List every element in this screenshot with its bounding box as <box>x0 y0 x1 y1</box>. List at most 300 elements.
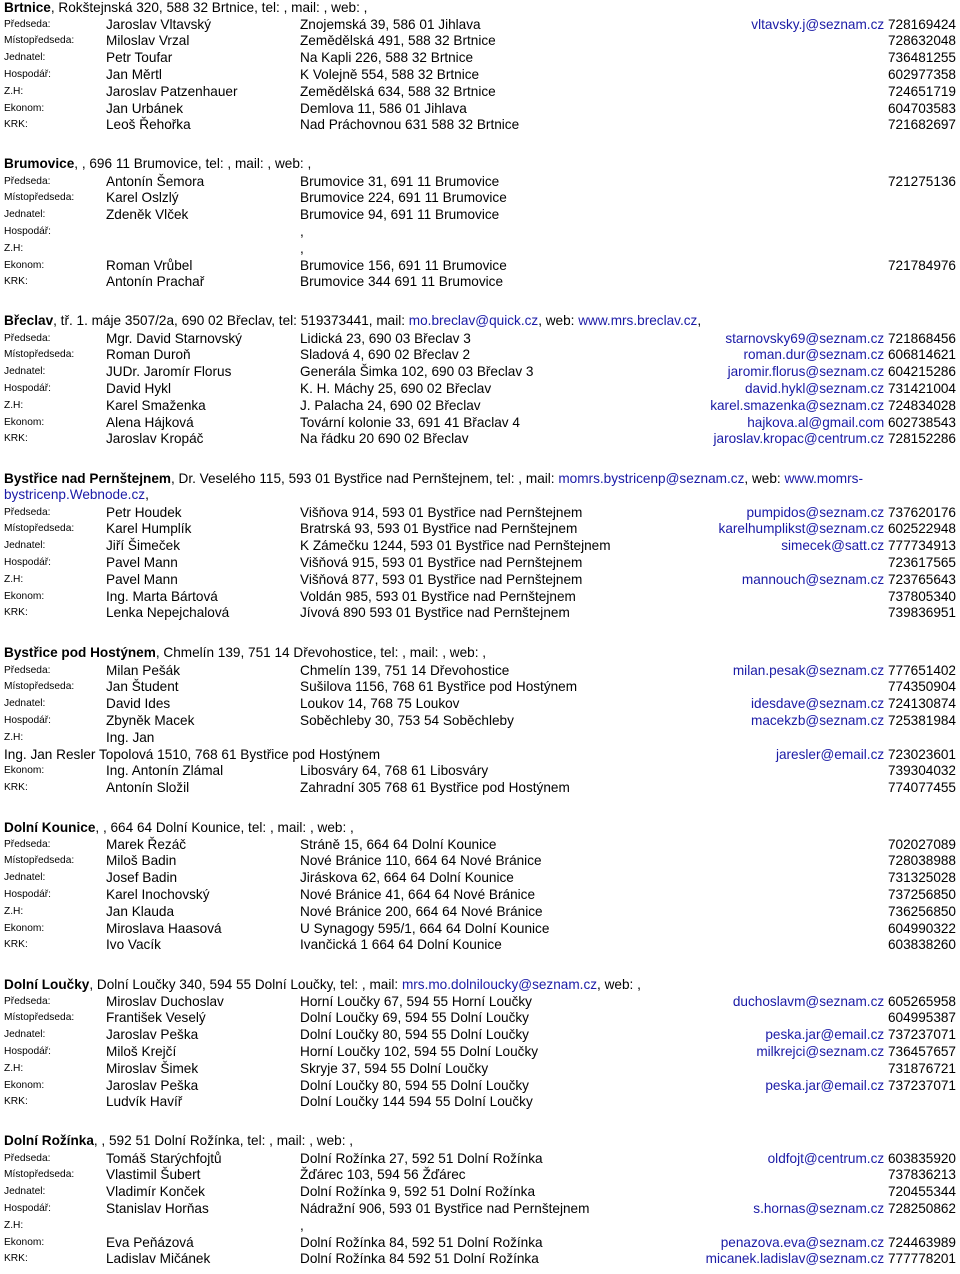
contact-right <box>768 1151 956 1168</box>
contact-role: Ekonom: <box>4 1236 45 1248</box>
contact-address: Demlova 11, 586 01 Jihlava <box>300 100 467 116</box>
contact-name: Jaroslav Peška <box>106 1027 199 1043</box>
branch-section <box>4 1133 956 1267</box>
contact-phone: 728632048 <box>887 33 956 49</box>
contact-row <box>4 505 956 522</box>
contact-email-link[interactable]: pumpidos@seznam.cz <box>746 504 885 520</box>
contact-phone: 604990322 <box>887 920 956 936</box>
contact-name: JUDr. Jaromír Florus <box>106 364 232 380</box>
branch-name: Brumovice <box>4 156 75 171</box>
contact-address: Jívová 890 593 01 Bystřice nad Pernštejnem <box>300 605 570 621</box>
contact-name: Miroslav Duchoslav <box>106 993 224 1009</box>
contact-name: Ing. Marta Bártová <box>106 588 218 604</box>
contact-right <box>888 117 956 134</box>
contact-row <box>4 730 956 747</box>
contact-name: Antonín Složil <box>106 780 190 796</box>
contact-role: Hospodář: <box>4 68 52 80</box>
contact-role: KRK: <box>4 119 28 131</box>
contact-name: Petr Toufar <box>106 50 173 66</box>
contact-right <box>742 572 956 589</box>
contact-row <box>4 1201 956 1218</box>
contact-row <box>4 101 956 118</box>
contact-address: Brumovice 344 691 11 Brumovice <box>300 274 504 290</box>
contact-email-link[interactable]: hajkova.al@gmail.com <box>747 414 885 430</box>
contact-address: Dolní Rožínka 84, 592 51 Dolní Rožínka <box>300 1234 543 1250</box>
contact-address: Zemědělská 491, 588 32 Brtnice <box>300 33 496 49</box>
contact-name: Jiří Šimeček <box>106 538 181 554</box>
contact-phone: 604703583 <box>887 100 956 116</box>
contact-right <box>888 101 956 118</box>
contact-address: Nádražní 906, 593 01 Bystřice nad Pernštejnem <box>300 1200 590 1216</box>
contact-address: K Zámečku 1244, 593 01 Bystřice nad Pernštejnem <box>300 538 611 554</box>
contact-name: František Veselý <box>106 1010 206 1026</box>
branch-web-link[interactable]: www.mrs.breclav.cz <box>578 313 698 328</box>
contact-phone: 739304032 <box>887 763 956 779</box>
branch-section <box>4 645 956 796</box>
contact-name: Jaroslav Peška <box>106 1077 199 1093</box>
contact-name: Antonín Prachař <box>106 274 205 290</box>
contact-name: Lenka Nepejchalová <box>106 605 230 621</box>
contact-address: Dolní Loučky 144 594 55 Dolní Loučky <box>300 1094 533 1110</box>
contact-address: K. H. Máchy 25, 690 02 Břeclav <box>300 380 492 396</box>
contact-phone: 737805340 <box>887 588 956 604</box>
contact-address: Brumovice 94, 691 11 Brumovice <box>300 207 500 223</box>
contact-role: Místopředseda: <box>4 1169 75 1181</box>
branch-header <box>4 471 956 503</box>
branch-section <box>4 471 956 621</box>
contact-name: Roman Vrůbel <box>106 257 193 273</box>
contact-row <box>4 415 956 432</box>
contact-right <box>765 1078 956 1095</box>
contact-right <box>751 17 956 34</box>
contact-row <box>4 241 956 258</box>
contact-role: Předseda: <box>4 838 51 850</box>
contact-role: Předseda: <box>4 175 51 187</box>
contact-email-link[interactable]: milkrejci@seznam.cz <box>756 1043 885 1059</box>
contact-right <box>756 1044 956 1061</box>
contact-phone: 737237071 <box>887 1077 956 1093</box>
contact-row <box>4 1044 956 1061</box>
contact-row <box>4 274 956 291</box>
contact-role: Hospodář: <box>4 225 52 237</box>
contact-email-link[interactable]: karelhumplikst@seznam.cz <box>718 521 885 537</box>
contact-right <box>888 887 956 904</box>
contact-address: Dolní Rožínka 9, 592 51 Dolní Rožínka <box>300 1184 536 1200</box>
contact-phone: 777651402 <box>887 662 956 678</box>
contact-role: Ekonom: <box>4 590 45 602</box>
contact-email-link[interactable]: macekzb@seznam.cz <box>751 712 885 728</box>
contact-row <box>4 870 956 887</box>
contact-phone: 728038988 <box>887 853 956 869</box>
contact-role: Jednatel: <box>4 540 46 552</box>
branch-name: Brtnice <box>4 0 51 15</box>
contact-role: Předseda: <box>4 506 51 518</box>
contact-name: Karel Oslzlý <box>106 190 179 206</box>
contact-phone: 721868456 <box>887 330 956 346</box>
contact-email-link[interactable]: peska.jar@email.cz <box>765 1077 885 1093</box>
contact-row <box>4 521 956 538</box>
contact-address: , <box>300 1217 304 1233</box>
contact-role: Z.H: <box>4 85 24 97</box>
contact-right <box>888 853 956 870</box>
contact-address: Nové Bránice 200, 664 64 Nové Bránice <box>300 903 543 919</box>
contact-role: Ekonom: <box>4 416 45 428</box>
contact-name: Jan Urbánek <box>106 100 184 116</box>
contact-name: Antonín Šemora <box>106 173 205 189</box>
branch-details: , Dolní Loučky 340, 594 55 Dolní Loučky, tel: , mail: <box>89 977 402 992</box>
contact-row <box>4 555 956 572</box>
contact-name: Ladislav Mičánek <box>106 1251 211 1267</box>
branch-section <box>4 313 956 447</box>
contact-role: KRK: <box>4 1253 28 1265</box>
contact-name: Miloš Badin <box>106 853 177 869</box>
contact-phone: 724130874 <box>887 696 956 712</box>
contact-address: Zahradní 305 768 61 Bystřice pod Hostýnem <box>300 780 570 796</box>
contact-row <box>4 431 956 448</box>
contact-right <box>776 747 956 764</box>
contact-role: Předseda: <box>4 332 51 344</box>
contact-email-link[interactable]: simecek@satt.cz <box>781 538 885 554</box>
contact-row <box>4 994 956 1011</box>
contact-row <box>4 572 956 589</box>
contact-email-link[interactable]: david.hykl@seznam.cz <box>744 380 885 396</box>
contact-address: Sušilova 1156, 768 61 Bystřice pod Hostýnem <box>300 679 578 695</box>
contact-role: Z.H: <box>4 573 24 585</box>
contact-phone: 723023601 <box>887 746 956 762</box>
contact-email-link[interactable]: roman.dur@seznam.cz <box>743 347 885 363</box>
branch-header-tail: , <box>145 487 149 502</box>
contact-role: Ekonom: <box>4 259 45 271</box>
contact-address: Bratrská 93, 593 01 Bystřice nad Pernštejnem <box>300 521 578 537</box>
branch-header <box>4 977 956 994</box>
contact-name: Mgr. David Starnovský <box>106 330 242 346</box>
contact-role: Místopředseda: <box>4 681 75 693</box>
contact-row <box>4 1184 956 1201</box>
contact-phone: 724463989 <box>887 1234 956 1250</box>
contact-right <box>713 431 956 448</box>
contact-row <box>4 747 956 764</box>
contact-role: Místopředseda: <box>4 35 75 47</box>
contact-phone: 602977358 <box>887 66 956 82</box>
contact-right <box>888 937 956 954</box>
contact-address: Generála Šimka 102, 690 03 Břeclav 3 <box>300 364 534 380</box>
contact-right <box>888 1167 956 1184</box>
contact-row <box>4 904 956 921</box>
contact-right <box>888 258 956 275</box>
contact-right <box>888 780 956 797</box>
branch-details: , , 696 11 Brumovice, tel: , mail: , web: , <box>74 156 312 171</box>
contact-address: Nové Bránice 110, 664 64 Nové Bránice <box>300 853 542 869</box>
contact-phone: 731421004 <box>887 380 956 396</box>
contact-name: Jan Měrtl <box>106 66 162 82</box>
contact-name: Jan Klauda <box>106 903 175 919</box>
contact-row <box>4 1251 956 1268</box>
contact-right <box>719 521 956 538</box>
branch-email-link[interactable]: mo.breclav@quick.cz <box>408 313 539 328</box>
contact-role: Ekonom: <box>4 102 45 114</box>
branch-section <box>4 156 956 290</box>
contact-role: Místopředseda: <box>4 523 75 535</box>
contact-name: Milan Pešák <box>106 662 181 678</box>
contact-name: Vlastimil Šubert <box>106 1167 201 1183</box>
contact-right <box>746 505 956 522</box>
branch-name: Dolní Loučky <box>4 977 90 992</box>
contact-role: Z.H: <box>4 242 24 254</box>
contact-name: Miloš Krejčí <box>106 1043 177 1059</box>
contact-phone: 605265958 <box>887 993 956 1009</box>
contact-email-link[interactable]: idesdave@seznam.cz <box>750 696 885 712</box>
branch-web-link[interactable]: www.momrs-bystricenp.Webnode.cz <box>4 471 863 502</box>
contact-name: Karel Humplík <box>106 521 192 537</box>
contact-address: Stráně 15, 664 64 Dolní Kounice <box>300 836 497 852</box>
contact-email-link[interactable]: mannouch@seznam.cz <box>741 571 885 587</box>
contact-phone: 728169424 <box>887 16 956 32</box>
contact-role: Z.H: <box>4 399 24 411</box>
contact-role: Jednatel: <box>4 1029 46 1041</box>
contact-row <box>4 538 956 555</box>
contact-address: Znojemská 39, 586 01 Jihlava <box>300 16 481 32</box>
contact-email-link[interactable]: duchoslavm@seznam.cz <box>732 993 885 1009</box>
contact-name: Eva Peňázová <box>106 1234 194 1250</box>
contact-email-link[interactable]: starnovsky69@seznam.cz <box>725 330 885 346</box>
branch-web-label: , web: <box>538 313 579 328</box>
branch-details: , Chmelín 139, 751 14 Dřevohostice, tel: , mail: , web: , <box>155 645 487 660</box>
contact-role: KRK: <box>4 276 28 288</box>
contact-address: Nové Bránice 41, 664 64 Nové Bránice <box>300 886 536 902</box>
contact-row <box>4 713 956 730</box>
contact-email-link[interactable]: peska.jar@email.cz <box>765 1027 885 1043</box>
contact-role: Hospodář: <box>4 382 52 394</box>
branch-header-tail: , <box>697 313 702 328</box>
contact-name: Marek Řezáč <box>106 836 187 852</box>
contact-address: Horní Loučky 67, 594 55 Horní Loučky <box>300 993 532 1009</box>
branch-details: , , 664 64 Dolní Kounice, tel: , mail: , web: , <box>95 820 354 835</box>
branch-header <box>4 156 956 173</box>
contact-address: Dolní Loučky 80, 594 55 Dolní Loučky <box>300 1077 529 1093</box>
contact-role: Předseda: <box>4 995 51 1007</box>
contact-right <box>745 381 956 398</box>
contact-right <box>765 1027 956 1044</box>
contact-right <box>888 870 956 887</box>
contact-right <box>888 174 956 191</box>
contact-address: Brumovice 224, 691 11 Brumovice <box>300 190 507 206</box>
contact-email-link[interactable]: penazova.eva@seznam.cz <box>720 1234 885 1250</box>
contact-row <box>4 174 956 191</box>
contact-row <box>4 763 956 780</box>
contact-name: David Hykl <box>106 380 171 396</box>
contact-address: Na Kapli 226, 588 32 Brtnice <box>300 50 474 66</box>
branch-web-label: , web: <box>744 471 785 486</box>
contact-role: KRK: <box>4 939 28 951</box>
contact-phone: 702027089 <box>887 836 956 852</box>
contact-phone: 737620176 <box>887 504 956 520</box>
contact-name: Vladimír Konček <box>106 1184 205 1200</box>
contact-name: Miloslav Vrzal <box>106 33 190 49</box>
contact-row <box>4 258 956 275</box>
branch-header <box>4 0 956 17</box>
contact-phone: 777734913 <box>887 538 956 554</box>
branch-email-link[interactable]: mrs.mo.dolniloucky@seznam.cz <box>401 977 598 992</box>
contact-address: Soběchleby 30, 753 54 Soběchleby <box>300 712 514 728</box>
contact-role: Ekonom: <box>4 922 45 934</box>
contact-name: Leoš Řehořka <box>106 117 191 133</box>
contact-right <box>888 33 956 50</box>
branch-header <box>4 820 956 837</box>
contact-address: Tovární kolonie 33, 691 41 Břaclav 4 <box>300 414 520 430</box>
branch-details: , tř. 1. máje 3507/2a, 690 02 Břeclav, tel: 519373441, mail: <box>53 313 409 328</box>
contact-row <box>4 347 956 364</box>
contact-email-link[interactable]: milan.pesak@seznam.cz <box>732 662 885 678</box>
contact-phone: 720455344 <box>887 1184 956 1200</box>
contact-phone: 739836951 <box>887 605 956 621</box>
contact-address: , <box>300 240 304 256</box>
contact-phone: 737256850 <box>887 886 956 902</box>
contact-email-link[interactable]: s.hornas@seznam.cz <box>753 1200 885 1216</box>
contact-role: Hospodář: <box>4 1045 52 1057</box>
contact-address: Skryje 37, 594 55 Dolní Loučky <box>300 1060 489 1076</box>
contact-name: Josef Badin <box>106 870 178 886</box>
contact-role: Ekonom: <box>4 1079 45 1091</box>
contact-name: Jaroslav Patzenhauer <box>106 83 238 99</box>
contact-email-link[interactable]: oldfojt@centrum.cz <box>767 1150 885 1166</box>
contact-name: Ing. Antonín Zlámal <box>106 763 224 779</box>
contact-right <box>751 696 956 713</box>
contact-name: Jaroslav Kropáč <box>106 431 204 447</box>
contact-row <box>4 84 956 101</box>
contact-role: Z.H: <box>4 1062 24 1074</box>
contact-email-link[interactable]: micanek.ladislav@seznam.cz <box>705 1251 885 1267</box>
contact-email-link[interactable]: jaresler@email.cz <box>775 746 885 762</box>
branch-web-label: , web: , <box>597 977 641 992</box>
contact-right <box>888 763 956 780</box>
contact-row <box>4 224 956 241</box>
contact-address: Libosváry 64, 768 61 Libosváry <box>300 763 489 779</box>
branch-name: Bystřice nad Pernštejnem <box>4 471 171 486</box>
contact-row <box>4 921 956 938</box>
contact-row <box>4 117 956 134</box>
contact-phone: 603835920 <box>887 1150 956 1166</box>
branch-name: Břeclav <box>4 313 54 328</box>
contact-address: Sladová 4, 690 02 Břeclav 2 <box>300 347 471 363</box>
contact-role: Jednatel: <box>4 209 46 221</box>
contact-role: Z.H: <box>4 905 24 917</box>
contact-name: Pavel Mann <box>106 571 178 587</box>
contact-address: Dolní Rožínka 84 592 51 Dolní Rožínka <box>300 1251 539 1267</box>
contact-email-link[interactable]: vltavsky.j@seznam.cz <box>751 16 885 32</box>
branch-header <box>4 645 956 662</box>
contact-address: Ivančická 1 664 64 Dolní Kounice <box>300 937 502 953</box>
contact-phone: 603838260 <box>887 937 956 953</box>
contact-row <box>4 331 956 348</box>
contact-right <box>725 331 956 348</box>
contact-address: Žďárec 103, 594 56 Žďárec <box>300 1167 466 1183</box>
contact-address: Dolní Rožínka 27, 592 51 Dolní Rožínka <box>300 1150 543 1166</box>
contact-address: J. Palacha 24, 690 02 Břeclav <box>300 397 481 413</box>
contact-phone: 724834028 <box>887 397 956 413</box>
contact-role: Místopředseda: <box>4 1012 75 1024</box>
contact-address: Višňová 877, 593 01 Bystřice nad Pernštejnem <box>300 571 583 587</box>
contact-name: Karel Smaženka <box>106 397 206 413</box>
contact-row <box>4 33 956 50</box>
contact-phone: 728250862 <box>887 1200 956 1216</box>
contact-name: Pavel Mann <box>106 554 178 570</box>
contact-row <box>4 1151 956 1168</box>
contact-phone: 728152286 <box>887 431 956 447</box>
contact-phone: 721682697 <box>887 117 956 133</box>
contact-row <box>4 780 956 797</box>
branch-email-link[interactable]: momrs.bystricenp@seznam.cz <box>558 471 745 486</box>
contact-right <box>721 1235 956 1252</box>
branch-header <box>4 1133 956 1150</box>
contact-email-link[interactable]: jaromir.florus@seznam.cz <box>727 364 885 380</box>
contact-email-link[interactable]: jaroslav.kropac@centrum.cz <box>713 431 885 447</box>
contact-right <box>888 679 956 696</box>
contact-address: Jiráskova 62, 664 64 Dolní Kounice <box>300 870 514 886</box>
contact-role: Místopředseda: <box>4 855 75 867</box>
contact-row <box>4 696 956 713</box>
contact-phone: 725381984 <box>887 712 956 728</box>
branch-details: , Rokštejnská 320, 588 32 Brtnice, tel: , mail: , web: , <box>50 0 368 15</box>
contact-phone: 721784976 <box>887 257 956 273</box>
contact-row <box>4 207 956 224</box>
contact-phone: 724651719 <box>887 83 956 99</box>
contact-role: Hospodář: <box>4 556 52 568</box>
contact-right <box>888 904 956 921</box>
contact-right <box>888 50 956 67</box>
contact-role: Předseda: <box>4 18 51 30</box>
contact-name: Jan Študent <box>106 679 179 695</box>
contact-name: Alena Hájková <box>106 414 194 430</box>
contact-name: Miroslav Šimek <box>106 1060 199 1076</box>
contact-address: Brumovice 156, 691 11 Brumovice <box>300 257 507 273</box>
contact-role: Ekonom: <box>4 765 45 777</box>
contact-phone: 604995387 <box>887 1010 956 1026</box>
contact-phone: 736481255 <box>887 50 956 66</box>
contact-right <box>888 1010 956 1027</box>
contact-row <box>4 1094 956 1111</box>
contact-address: U Synagogy 595/1, 664 64 Dolní Kounice <box>300 920 550 936</box>
contact-name: Karel Inochovský <box>106 886 210 902</box>
contact-role: KRK: <box>4 607 28 619</box>
contact-address: Zemědělská 634, 588 32 Brtnice <box>300 83 496 99</box>
contact-row <box>4 190 956 207</box>
contact-email-link[interactable]: karel.smazenka@seznam.cz <box>710 397 885 413</box>
contact-phone: 604215286 <box>887 364 956 380</box>
contact-row <box>4 381 956 398</box>
contact-phone: 774077455 <box>887 780 956 796</box>
contact-name: Petr Houdek <box>106 504 182 520</box>
contact-right <box>888 555 956 572</box>
contact-name: Stanislav Horňas <box>106 1200 209 1216</box>
branch-details: , , 592 51 Dolní Rožínka, tel: , mail: , web: , <box>93 1133 354 1148</box>
contact-role: Jednatel: <box>4 1186 46 1198</box>
branch-header <box>4 313 956 330</box>
contact-phone: 737237071 <box>887 1027 956 1043</box>
contact-right <box>888 1184 956 1201</box>
contact-name: Zbyněk Macek <box>106 712 195 728</box>
contact-row <box>4 837 956 854</box>
contact-address: Dolní Loučky 69, 594 55 Dolní Loučky <box>300 1010 529 1026</box>
contact-address: K Volejně 554, 588 32 Brtnice <box>300 66 480 82</box>
contact-row <box>4 364 956 381</box>
contact-row <box>4 887 956 904</box>
contact-row <box>4 1010 956 1027</box>
contact-address: Brumovice 31, 691 11 Brumovice <box>300 173 500 189</box>
contact-role: Předseda: <box>4 664 51 676</box>
branch-details: , Dr. Veselého 115, 593 01 Bystřice nad Pernštejnem, tel: , mail: <box>170 471 559 486</box>
contact-name: Ing. Jan <box>106 729 155 745</box>
contact-address: Nad Práchovnou 631 588 32 Brtnice <box>300 117 520 133</box>
